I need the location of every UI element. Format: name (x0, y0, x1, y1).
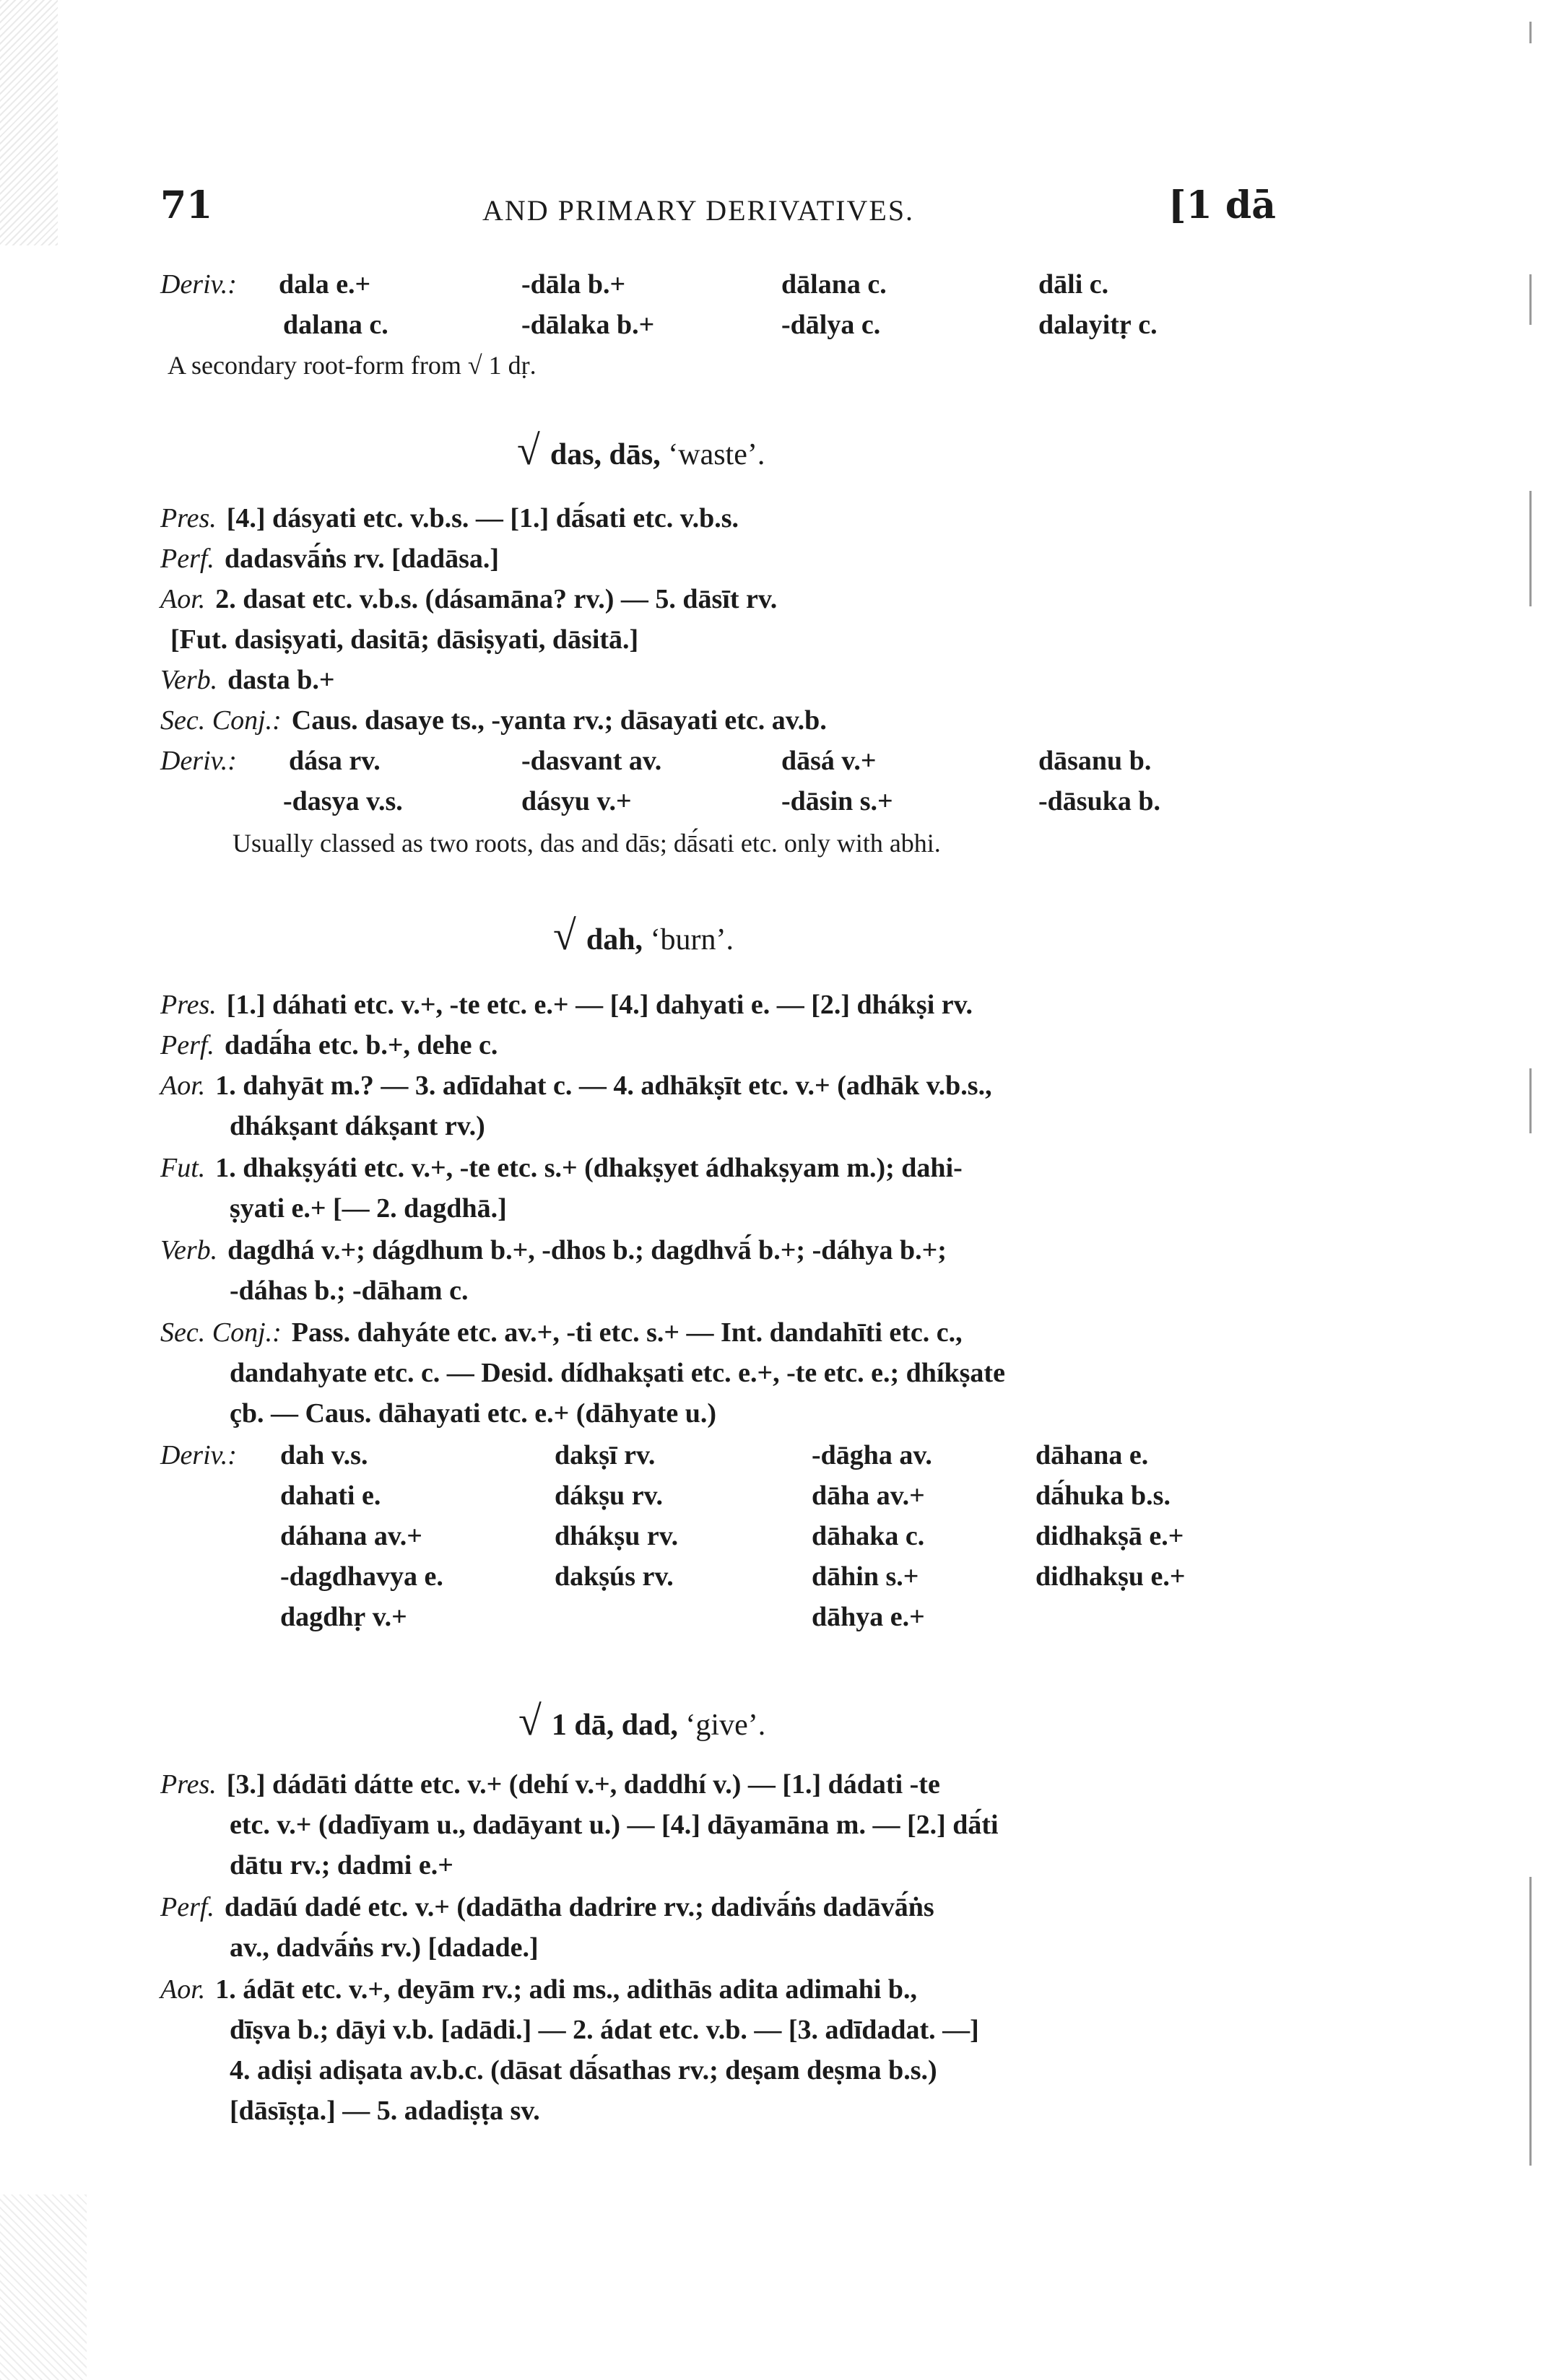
form-line: dhákṣant dákṣant rv.) (230, 1111, 485, 1141)
deriv-entry: -dāsuka b. (1038, 786, 1160, 816)
form-line: dātu rv.; dadmi e.+ (230, 1850, 453, 1880)
deriv-entry: dāhana e. (1035, 1440, 1149, 1470)
form-line: Pres. [1.] dáhati etc. v.+, -te etc. e.+ — [4.] dahyati e. — [2.] dhákṣi rv. (160, 990, 973, 1020)
root-note: A secondary root-form from √ 1 dṛ. (168, 351, 537, 380)
scan-edge-mark (1529, 274, 1532, 325)
form-line: etc. v.+ (dadīyam u., dadāyant u.) — [4.] dāyamāna m. — [2.] dā́ti (230, 1810, 999, 1840)
section-heading-dah: √ dah, ‘burn’. (553, 912, 734, 959)
deriv-label: Deriv.: (160, 746, 237, 776)
running-title: AND PRIMARY DERIVATIVES. (482, 194, 915, 227)
deriv-entry: -dālya c. (781, 310, 881, 340)
form-line: Aor. 1. ádāt etc. v.+, deyām rv.; adi ms., adithās adita adimahi b., (160, 1974, 918, 2005)
scan-edge-mark (1529, 1068, 1532, 1133)
scan-edge-mark (1529, 491, 1532, 606)
deriv-label: Deriv.: (160, 269, 237, 300)
deriv-entry: -dāgha av. (812, 1440, 932, 1470)
form-line: Aor. 1. dahyāt m.? — 3. adīdahat c. — 4. adhākṣīt etc. v.+ (adhāk v.b.s., (160, 1071, 992, 1101)
form-line: Sec. Conj.: Caus. dasaye ts., -yanta rv.; dāsayati etc. av.b. (160, 705, 827, 736)
form-line: [dāsīṣṭa.] — 5. adadiṣṭa sv. (230, 2096, 540, 2126)
form-line: Fut. 1. dhakṣyáti etc. v.+, -te etc. s.+ (dhakṣyet ádhakṣyam m.); dahi- (160, 1153, 963, 1183)
form-line: dandahyate etc. c. — Desid. dídhakṣati etc. e.+, -te etc. e.; dhíkṣate (230, 1358, 1005, 1388)
deriv-entry: dagdhṛ v.+ (280, 1602, 407, 1632)
deriv-entry: didhakṣā e.+ (1035, 1521, 1184, 1551)
deriv-entry: didhakṣu e.+ (1035, 1561, 1186, 1592)
deriv-entry: dákṣu rv. (555, 1481, 663, 1511)
running-header (160, 183, 1287, 227)
page-number: 71 (160, 183, 213, 227)
deriv-entry: -dasya v.s. (283, 786, 403, 816)
deriv-entry: dā́huka b.s. (1035, 1481, 1171, 1511)
root-reference: [1 dā (1168, 183, 1276, 227)
scan-artifact (0, 2194, 87, 2380)
root-sign-icon: √ (517, 427, 540, 474)
deriv-entry: dālana c. (781, 269, 887, 300)
section-heading-da: √ 1 dā, dad, ‘give’. (518, 1697, 766, 1744)
deriv-entry: dāha av.+ (812, 1481, 925, 1511)
root-sign-icon: √ (518, 1697, 542, 1744)
form-line: dīṣva b.; dāyi v.b. [adādi.] — 2. ádat etc. v.b. — [3. adīdadat. —] (230, 2015, 979, 2045)
deriv-entry: dāli c. (1038, 269, 1109, 300)
deriv-label: Deriv.: (160, 1440, 237, 1470)
deriv-entry: dāhya e.+ (812, 1602, 925, 1632)
form-line: Perf. dadā́ha etc. b.+, dehe c. (160, 1030, 498, 1060)
deriv-entry: dásyu v.+ (521, 786, 632, 816)
form-line: ṣyati e.+ [— 2. dagdhā.] (230, 1193, 507, 1224)
form-line: av., dadvā́ṅs rv.) [dadade.] (230, 1932, 539, 1963)
form-line: çb. — Caus. dāhayati etc. e.+ (dāhyate u.) (230, 1398, 716, 1429)
deriv-entry: dakṣús rv. (555, 1561, 674, 1592)
form-line: Verb. dasta b.+ (160, 665, 335, 695)
deriv-entry: dala e.+ (279, 269, 371, 300)
form-line: Perf. dadasvā́ṅs rv. [dadāsa.] (160, 544, 500, 574)
form-line: Pres. [4.] dásyati etc. v.b.s. — [1.] dā́sati etc. v.b.s. (160, 503, 739, 533)
deriv-entry: dakṣī rv. (555, 1440, 656, 1470)
deriv-entry: -dasvant av. (521, 746, 662, 776)
deriv-entry: -dāsin s.+ (781, 786, 893, 816)
deriv-entry: dah v.s. (280, 1440, 368, 1470)
form-line: Pres. [3.] dádāti dátte etc. v.+ (dehí v.+, daddhí v.) — [1.] dádati -te (160, 1769, 940, 1800)
deriv-entry: -dāla b.+ (521, 269, 626, 300)
form-line: [Fut. dasiṣyati, dasitā; dāsiṣyati, dāsitā.] (170, 624, 639, 655)
deriv-entry: dalayitṛ c. (1038, 310, 1158, 340)
deriv-entry: dāhaka c. (812, 1521, 925, 1551)
scan-edge-mark (1529, 22, 1532, 43)
scan-artifact (0, 0, 58, 245)
form-line: Sec. Conj.: Pass. dahyáte etc. av.+, -ti etc. s.+ — Int. dandahīti etc. c., (160, 1317, 963, 1348)
form-line: Verb. dagdhá v.+; dágdhum b.+, -dhos b.; dagdhvā́ b.+; -dáhya b.+; (160, 1235, 947, 1265)
deriv-entry: -dālaka b.+ (521, 310, 655, 340)
deriv-entry: -dagdhavya e. (280, 1561, 443, 1592)
form-line: Perf. dadāú dadé etc. v.+ (dadātha dadrire rv.; dadivā́ṅs dadāvā́ṅs (160, 1892, 934, 1922)
root-sign-icon: √ (553, 912, 576, 959)
form-line: -dáhas b.; -dāham c. (230, 1276, 469, 1306)
section-heading-das: √ das, dās, ‘waste’. (517, 427, 765, 474)
deriv-entry: dāsá v.+ (781, 746, 877, 776)
deriv-entry: dāsanu b. (1038, 746, 1152, 776)
deriv-entry: dahati e. (280, 1481, 381, 1511)
deriv-entry: dáhana av.+ (280, 1521, 422, 1551)
deriv-entry: dhákṣu rv. (555, 1521, 679, 1551)
deriv-entry: dalana c. (283, 310, 388, 340)
section-note: Usually classed as two roots, das and dās; dā́sati etc. only with abhi. (233, 829, 941, 858)
scan-edge-mark (1529, 1877, 1532, 2166)
deriv-entry: dása rv. (289, 746, 381, 776)
form-line: Aor. 2. dasat etc. v.b.s. (dásamāna? rv.) — 5. dāsīt rv. (160, 584, 778, 614)
deriv-entry: dāhin s.+ (812, 1561, 919, 1592)
form-line: 4. adiṣi adiṣata av.b.c. (dāsat dā́sathas rv.; deṣam deṣma b.s.) (230, 2055, 937, 2085)
